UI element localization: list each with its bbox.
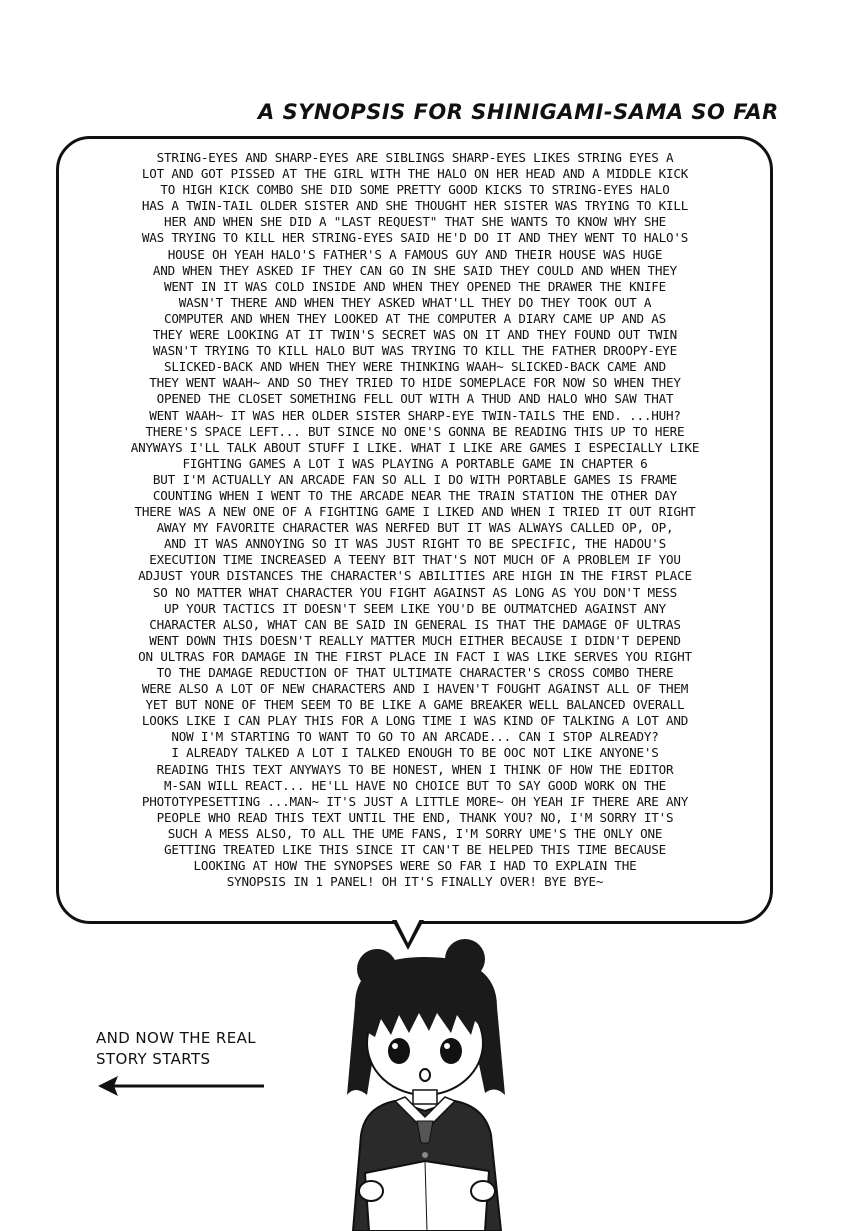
page-title: A SYNOPSIS FOR SHINIGAMI-SAMA SO FAR: [258, 100, 779, 124]
left-hand: [359, 1181, 383, 1201]
left-eye: [388, 1038, 410, 1064]
left-arrow-icon: [98, 1073, 268, 1099]
right-hand: [471, 1181, 495, 1201]
story-starts-caption: AND NOW THE REAL STORY STARTS: [96, 1029, 257, 1068]
right-eye: [440, 1038, 462, 1064]
synopsis-text: STRING-EYES AND SHARP-EYES ARE SIBLINGS SHARP-EYES LIKES STRING EYES A LOT AND GOT PISSED AT THE GIRL WITH THE HALO ON HER HEAD AND A MIDDLE KICK TO HIGH KICK COMBO SHE DID SOME PRETTY GOOD KICKS TO STRING-EYES HALO HAS A TWIN-TAIL OLDER SISTER AND SHE THOUGHT HER SISTER WAS TRYING TO KILL HER AND WHEN SHE DID A "LAST REQUEST" THAT SHE WANTS TO KNOW WHY SHE WAS TRYING TO KILL HER STRING-EYES SAID HE'D DO IT AND THEY WENT TO HALO'S HOUSE OH YEAH HALO'S FATHER'S A FAMOUS GUY AND THEIR HOUSE WAS HUGE AND WHEN THEY ASKED IF THEY CAN GO IN SHE SAID THEY COULD AND WHEN THEY WENT IN IT WAS COLD INSIDE AND WHEN THEY OPENED THE DRAWER THE KNIFE WASN'T THERE AND WHEN THEY ASKED WHAT'LL THEY DO THEY TOOK OUT A COMPUTER AND WHEN THEY LOOKED AT THE COMPUTER A DIARY CAME UP AND AS THEY WERE LOOKING AT IT TWIN'S SECRET WAS ON IT AND THEY FOUND OUT TWIN WASN'T TRYING TO KILL HALO BUT WAS TRYING TO KILL THE FATHER DROOPY-EYE SLICKED-BACK AND WHEN THEY WERE THINKING WAAH~ SLICKED-BACK CAME AND THEY WENT WAAH~ AND SO THEY TRIED TO HIDE SOMEPLACE FOR NOW SO WHEN THEY OPENED THE CLOSET SOMETHING FELL OUT WITH A THUD AND HALO WHO SAW THAT WENT WAAH~ IT WAS HER OLDER SISTER SHARP-EYE TWIN-TAILS THE END. ...HUH? THERE'S SPACE LEFT... BUT SINCE NO ONE'S GONNA BE READING THIS UP TO HERE ANYWAYS I'LL TALK ABOUT STUFF I LIKE. WHAT I LIKE ARE GAMES I ESPECIALLY LIKE FIGHTING GAMES A LOT I WAS PLAYING A PORTABLE GAME IN CHAPTER 6 BUT I'M ACTUALLY AN ARCADE FAN SO ALL I DO WITH PORTABLE GAMES IS FRAME COUNTING WHEN I WENT TO THE ARCADE NEAR THE TRAIN STATION THE OTHER DAY THERE WAS A NEW ONE OF A FIGHTING GAME I LIKED AND WHEN I TRIED IT OUT RIGHT AWAY MY FAVORITE CHARACTER WAS NERFED BUT IT WAS ALWAYS CALLED OP, OP, AND IT WAS ANNOYING SO IT WAS JUST RIGHT TO BE SPECIFIC, THE HADOU'S EXECUTION TIME INCREASED A TEENY BIT THAT'S NOT MUCH OF A PROBLEM IF YOU ADJUST YOUR DISTANCES THE CHARACTER'S ABILITIES ARE HIGH IN THE FIRST PLACE SO NO MATTER WHAT CHARACTER YOU FIGHT AGAINST AS LONG AS YOU DON'T MESS UP YOUR TACTICS IT DOESN'T SEEM LIKE YOU'D BE OUTMATCHED AGAINST ANY CHARACTER ALSO, WHAT CAN BE SAID IN GENERAL IS THAT THE DAMAGE OF ULTRAS WENT DOWN THIS DOESN'T REALLY MATTER MUCH EITHER BECAUSE I DIDN'T DEPEND ON ULTRAS FOR DAMAGE IN THE FIRST PLACE IN FACT I WAS LIKE SERVES YOU RIGHT TO THE DAMAGE REDUCTION OF THAT ULTIMATE CHARACTER'S CROSS COMBO THERE WERE ALSO A LOT OF NEW CHARACTERS AND I HAVEN'T FOUGHT AGAINST ALL OF THEM YET BUT NONE OF THEM SEEM TO BE LIKE A GAME BREAKER WELL BALANCED OVERALL LOOKS LIKE I CAN PLAY THIS FOR A LONG TIME I WAS KIND OF TALKING A LOT AND NOW I'M STARTING TO WANT TO GO TO AN ARCADE... CAN I STOP ALREADY? I ALREADY TALKED A LOT I TALKED ENOUGH TO BE OOC NOT LIKE ANYONE'S READING THIS TEXT ANYWAYS TO BE HONEST, WHEN I THINK OF HOW THE EDITOR M-SAN WILL REACT... HE'LL HAVE NO CHOICE BUT TO SAY GOOD WORK ON THE PHOTOTYPESETTING ...MAN~ IT'S JUST A LITTLE MORE~ OH YEAH IF THERE ARE ANY PEOPLE WHO READ THIS TEXT UNTIL THE END, THANK YOU? NO, I'M SORRY IT'S SUCH A MESS ALSO, TO ALL THE UME FANS, I'M SORRY UME'S THE ONLY ONE GETTING TREATED LIKE THIS SINCE IT CAN'T BE HELPED THIS TIME BECAUSE LOOKING AT HOW THE SYNOPSES WERE SO FAR I HAD TO EXPLAIN THE SYNOPSIS IN 1 PANEL! OH IT'S FINALLY OVER! BYE BYE~: [130, 150, 700, 890]
neck: [413, 1090, 437, 1104]
mouth: [420, 1069, 430, 1081]
chibi-girl-illustration: [325, 935, 530, 1231]
